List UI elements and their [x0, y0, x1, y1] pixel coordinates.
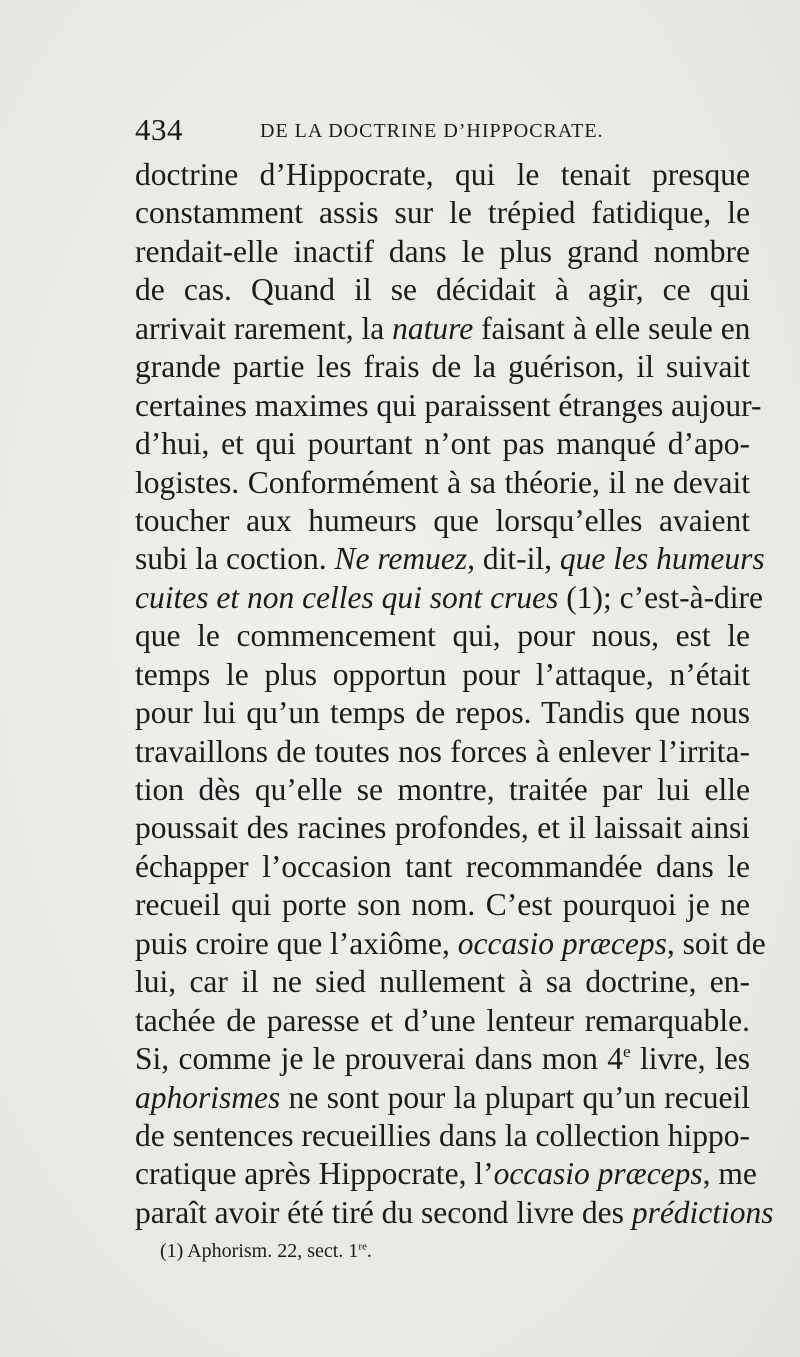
text-line — [135, 271, 750, 309]
text-line — [135, 579, 764, 617]
text-segment: d’hui, et qui pourtant n’ont pas manqué d’apo- — [135, 426, 750, 462]
text-segment: temps le plus opportun pour l’attaque, n’était — [135, 656, 750, 692]
text-segment: subi la coction. — [135, 541, 335, 577]
text-line — [135, 194, 750, 232]
text-segment: tion dès qu’elle se montre, traitée par lui elle — [135, 772, 750, 807]
text-line — [135, 310, 750, 348]
running-head: DE LA DOCTRINE D’HIPPOCRATE. — [260, 120, 604, 142]
italic-segment: occasio præceps — [493, 1156, 703, 1192]
text-segment: pour lui qu’un temps de repos. Tandis que nous — [135, 695, 750, 731]
text-line — [135, 886, 750, 924]
text-line — [135, 1079, 750, 1117]
text-segment: échapper l’occasion tant recommandée dans le — [135, 848, 750, 884]
text-segment: (1); c’est-à-dire — [558, 579, 764, 615]
text-segment: que le commencement qui, pour nous, est le — [135, 618, 750, 654]
text-segment: paraît avoir été tiré du second livre des — [135, 1194, 632, 1230]
text-line — [135, 1194, 774, 1232]
text-segment: grande partie les frais de la guérison, il suivait — [135, 349, 750, 385]
text-line — [135, 617, 750, 655]
italic-segment: cuites et non celles qui sont crues — [135, 579, 559, 615]
italic-segment: nature — [392, 310, 474, 346]
text-line — [135, 1155, 757, 1193]
text-segment: logistes. Conformément à sa théorie, il ne devait — [135, 464, 750, 500]
text-line — [135, 1002, 750, 1040]
text-segment: puis croire que l’axiôme, — [135, 925, 458, 961]
italic-segment: prédictions — [631, 1194, 774, 1230]
text-segment: faisant à elle seule en — [473, 310, 751, 346]
text-segment: dit-il, — [475, 541, 560, 577]
italic-segment: aphorismes — [135, 1079, 281, 1115]
text-segment: arrivait rarement, la — [135, 310, 393, 346]
italic-segment: que les humeurs — [559, 541, 765, 577]
page-number: 434 — [135, 112, 183, 147]
text-segment: tachée de paresse et d’une lenteur remarquable. — [135, 1002, 750, 1038]
text-segment: Si, comme je le prouverai dans mon 4e livre, les — [135, 1041, 751, 1077]
text-segment: recueil qui porte son nom. C’est pourquoi je ne — [135, 887, 750, 923]
text-line — [135, 771, 750, 809]
text-segment: travaillons de toutes nos forces à enlever l’irrita- — [135, 733, 750, 769]
text-segment: poussait des racines profondes, et il laissait ainsi — [135, 810, 750, 846]
text-line — [135, 733, 750, 771]
text-line — [135, 233, 750, 271]
text-line — [135, 387, 762, 425]
text-line — [135, 694, 750, 732]
text-line — [135, 502, 750, 540]
text-segment: ne sont pour la plupart qu’un recueil — [280, 1079, 750, 1115]
text-line — [135, 963, 750, 1001]
text-segment: doctrine d’Hippocrate, qui le tenait presque — [135, 157, 750, 192]
text-line — [135, 1117, 750, 1155]
footnote: (1) Aphorism. 22, sect. 1re. — [160, 1240, 372, 1262]
text-line — [135, 540, 765, 578]
text-segment: , me — [702, 1156, 757, 1192]
text-line — [135, 656, 750, 694]
italic-segment: Ne remuez, — [334, 541, 476, 577]
page-header — [135, 112, 750, 152]
text-segment: de sentences recueillies dans la collection hippo- — [135, 1117, 750, 1153]
text-segment: rendait-elle inactif dans le plus grand nombre — [135, 233, 750, 269]
text-segment: toucher aux humeurs que lorsqu’elles avaient — [135, 502, 750, 538]
text-line — [135, 925, 766, 963]
text-line — [135, 425, 750, 463]
text-line — [135, 464, 750, 502]
text-segment: certaines maximes qui paraissent étranges aujour- — [135, 387, 762, 423]
italic-segment: occasio præceps — [457, 925, 667, 961]
text-segment: constamment assis sur le trépied fatidique, le — [135, 195, 750, 231]
text-segment: , soit de — [666, 925, 766, 961]
text-segment: cratique après Hippocrate, l’ — [135, 1156, 494, 1192]
text-segment: de cas. Quand il se décidait à agir, ce qui — [135, 272, 750, 308]
text-segment: lui, car il ne sied nullement à sa doctrine, en- — [135, 964, 750, 1000]
text-line — [135, 156, 750, 194]
text-line — [135, 348, 750, 386]
body-text — [135, 156, 774, 1232]
text-line — [135, 848, 750, 886]
text-line — [135, 809, 750, 847]
text-line — [135, 1040, 750, 1078]
